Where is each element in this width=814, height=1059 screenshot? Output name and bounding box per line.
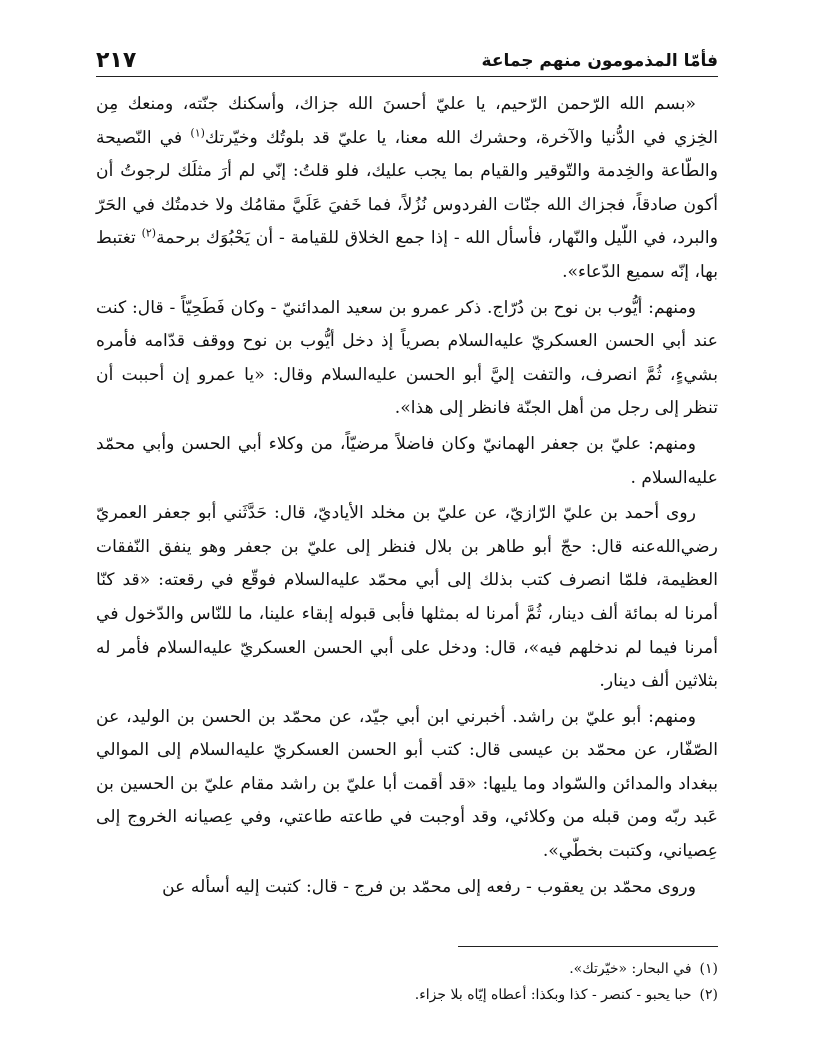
paragraph-muhammad-ibn-yaqub: وروى محمّد بن يعقوب - رفعه إلى محمّد بن فرج - قال: كتبت إليه أسأله عن	[162, 876, 696, 897]
footnote-ref: (١)	[190, 125, 205, 139]
page-header	[96, 40, 718, 77]
footnote-ref: (٢)	[141, 226, 157, 240]
paragraph-text: تغتبط بها، إنّه سميع الدّعاء».	[96, 228, 718, 282]
footnotes	[96, 956, 718, 1008]
paragraph-text: في النّصيحة والطّاعة والخِدمة والتّوقير والقيام بما يجب عليك، فلو قلتُ: إنّي لم أرَ مثلَك لرجوتُ أن أكون صادقاً، فجزاك الله جنّات الفردوس نُزُلاً، فما خَفيَ عَلَيَّ مقامُك ولا خدمتُك في الحَرّ والبرد، في اللّيل والنّهار، فأسأل الله - إذا جمع الخلاق للقيامة - أن يَحْبُوَك برحمة	[96, 127, 718, 249]
paragraph-ayyub: ومنهم: أيُّوب بن نوح بن دُرّاج. ذكر عمرو بن سعيد المدائنيّ - وكان فَطَحِيّاً - قال: كنت عند أبي الحسن العسكريّ عليه‌السلام بصرياً إذ دخل أيُّوب بن نوح ووقف قدّامه فأمره بشيءٍ، ثُمَّ انصرف، والتفت إليَّ أبو الحسن عليه‌السلام وقال: «يا عمرو إن أحببت أن تنظر إلى رجل من أهل الجنّة فانظر إلى هذا».	[96, 297, 718, 419]
page-number: ٢١٧	[96, 48, 137, 73]
footnote-1	[96, 956, 718, 982]
footnote-text: حبا يحبو - كنصر - كذا وبكذا: أعطاه إيّاه بلا جزاء.	[414, 987, 692, 1003]
paragraph-letter	[96, 88, 718, 290]
paragraph-text: «بسم الله الرّحمن الرّحيم، يا عليّ أحسنَ الله جزاك، وأسكنك جنّته، ومنعك مِن الخِزي في الدُّنيا والآخرة، وحشرك الله معنا، يا عليّ قد بلوتُك وخيّرتك	[96, 94, 718, 148]
footnote-mark: (٢)	[699, 987, 718, 1003]
footnote-divider	[458, 946, 718, 947]
paragraph-abu-ali: ومنهم: أبو عليّ بن راشد. أخبرني ابن أبي جيّد، عن محمّد بن الحسن بن الوليد، عن الصّفّار، عن محمّد بن عيسى قال: كتب أبو الحسن العسكريّ عليه‌السلام إلى الموالي ببغداد والمدائن والسّواد وما يليها: «قد أقمت أبا عليّ بن راشد مقام عليّ بن الحسين بن عَبد ربّه ومن قبله من وكلائي، وقد أوجبت في طاعته طاعتي، وفي عِصيانه الخروج إلى عِصياني، وكتبت بخطّي».	[96, 706, 718, 862]
footnote-2	[96, 982, 718, 1008]
paragraph-riwaya: روى أحمد بن عليّ الرّازيّ، عن عليّ بن مخلد الأياديّ، قال: حَدَّثَني أبو جعفر العمريّ رضي‌الله‌عنه قال: حجّ أبو طاهر بن بلال فنظر إلى عليّ بن جعفر وهو ينفق النّفقات العظيمة، فلمّا انصرف كتب بذلك إلى أبي محمّد عليه‌السلام فوقّع في رقعته: «قد كنّا أمرنا له بمائة ألف دينار، ثُمَّ أمرنا له بمثلها فأبى قبوله إبقاء علينا، ما للنّاس والدّخول في أمرنا فيما لم ندخلهم فيه»، قال: ودخل على أبي الحسن العسكريّ عليه‌السلام فأمر له بثلاثين ألف دينار.	[96, 503, 718, 692]
footnote-mark: (١)	[699, 961, 718, 977]
body-text	[96, 88, 718, 906]
footnote-text: في البحار: «خيّرتك».	[569, 961, 692, 977]
running-title: فأمّا المذمومون منهم جماعة	[481, 51, 718, 71]
paragraph-ali-ibn-jafar: ومنهم: عليّ بن جعفر الهمانيّ وكان فاضلاً مرضيّاً، من وكلاء أبي الحسن وأبي محمّد عليه‌السلام .	[96, 433, 718, 488]
